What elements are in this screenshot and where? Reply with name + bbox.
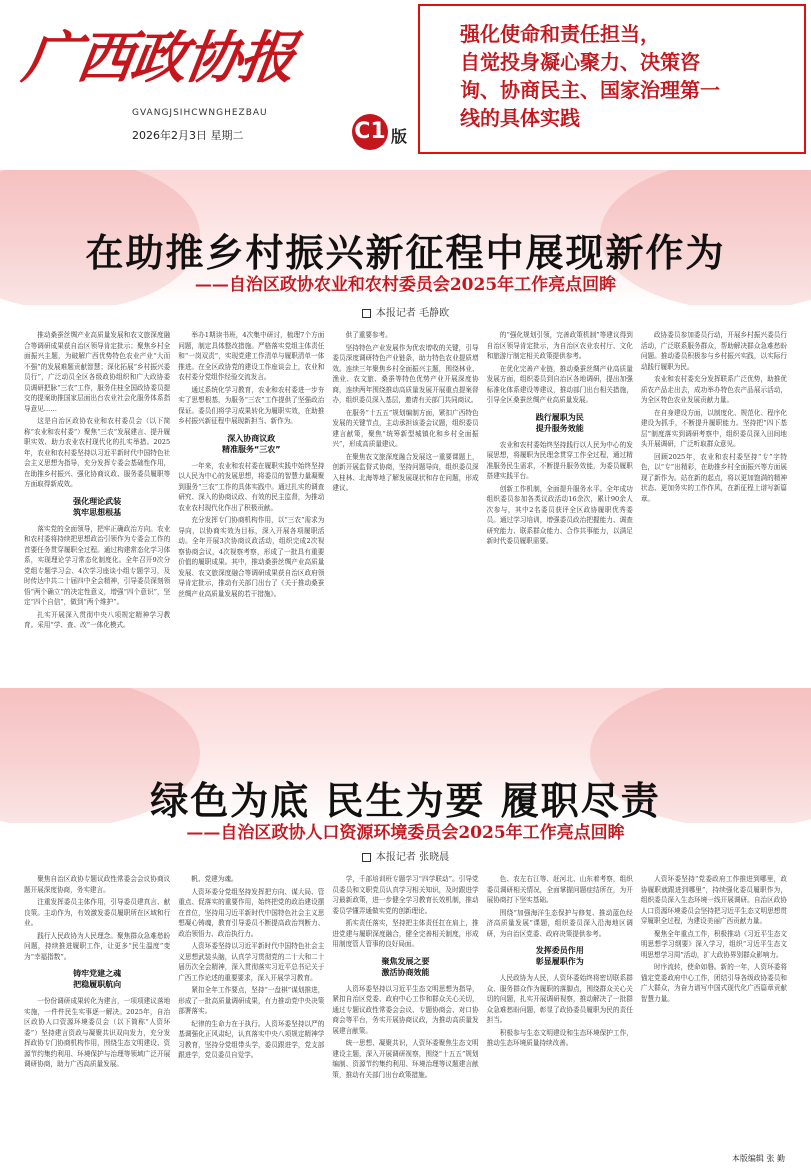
- paragraph: 农业和农村委始终坚持践行以人民为中心的发展思想，将履职为民理念贯穿工作全过程，通过精准服务民生需求，不断提升服务效能，为委员履职搭建实践平台。: [486, 440, 633, 480]
- article-column: [24, 874, 170, 1146]
- slogan-line: 强化使命和责任担当，: [460, 22, 660, 46]
- paragraph: 回顾2025年，农业和农村委坚持“专”字特色，以“专”出精彩，在助推乡村全面振兴等方面展现了新作为。站在新的起点，将以更加饱满的精神状态、更加务实的工作作风，在新征程上谱写新篇章。: [640, 452, 788, 503]
- paragraph: 这是自治区政协农业和农村委员会（以下简称“农业和农村委”）聚焦“三农”发展建言、提升履职实效、助力农业农村现代化的扎实举措。2025年，农业和农村委坚持以习近平新时代中国特色社会主义思想为指导，充分发挥专委会基础性作用，在助推乡村振兴、强化协商议政、服务委员履职等方面取得新成效。: [24, 417, 171, 488]
- paragraph: 在优化完善产业链，推动桑蚕丝绸产业高质量发展方面，组织委员到自治区各地调研，提出加强标准化体系建设等建议，推动部门出台相关措施，引导全区桑蚕丝绸产业高质量发展。: [486, 364, 633, 404]
- article1-byline: [0, 304, 811, 319]
- article-column: [332, 874, 478, 1146]
- paragraph: 聚焦自治区政协专题议政性常委会会议协商议题开展深度协商，务实建言。: [24, 875, 171, 894]
- slogan-box: [418, 4, 806, 154]
- byline-text: 本报记者 张晓晨: [375, 852, 450, 863]
- paragraph: 聚焦全年重点工作，积极推动《习近平生态文明思想学习纲要》深入学习，组织“习近平生态文明思想学习周”活动，扩大政协界别群众影响力。: [640, 929, 788, 959]
- paragraph: 在服务“十五五”规划编制方面，紧扣广西特色发展的关键节点，主动承担该委会议题，组织委员建言献策，聚焦“统筹新型城镇化和乡村全面振兴”，形成高质量建议。: [332, 408, 479, 448]
- slogan-line: 询、协商民主、国家治理第一: [460, 78, 720, 102]
- article2-byline: [0, 848, 811, 863]
- section-subtitle: 发挥委员作用 彰显履职作为: [535, 946, 584, 966]
- paragraph: 的“强化规划引领，完善政策机制”等建议得到自治区领导肯定批示，为自治区农业农村厅、文化和旅游厅制定相关政策提供参考。: [486, 331, 633, 360]
- article2-columns: [24, 874, 787, 1146]
- slogan-line: 线的具体实践: [460, 106, 580, 130]
- paragraph: 落实党的全面领导，把牢正确政治方向。农业和农村委将持续把思想政治引领作为专委会工作的首要任务贯穿履职全过程。通过构建常态化学习体系，实现理论学习常态化制度化。全年召开9次分党组专题学习会、4次学习座谈小组专题学习，及时传达中共二十届四中全会精神，引导委员深刻领悟“两个确立”的决定性意义，增强“四个意识”，坚定“四个自信”，做到“两个维护”。: [24, 524, 171, 606]
- article1-headline: 在助推乡村振兴新征程中展现新作为: [85, 231, 726, 275]
- byline-square-icon: [362, 309, 371, 318]
- paragraph: 人资环委坚持以习近平新时代中国特色社会主义思想武装头脑，认真学习贯彻党的二十大和二十届历次全会精神，深入贯彻落实习近平总书记关于广西工作论述的重要要求，深入开展学习教育。: [178, 942, 325, 982]
- edition-suffix: 版: [391, 127, 408, 146]
- edition-badge: C1: [352, 114, 388, 150]
- paragraph: 注重发挥委员主体作用，引导委员建真言、献良策。主动作为，有效激发委员履职所在区域和行业。: [24, 898, 171, 927]
- paragraph: 积极参与生态文明建设和生态环境保护工作，推动生态环境质量持续改善。: [486, 1028, 633, 1047]
- section-subtitle: 深入协商议政 精准服务“三农”: [222, 433, 281, 454]
- section-subtitle: 践行履职为民 提升服务效能: [535, 412, 584, 433]
- paragraph: 人资环委坚持以习近平生态文明思想为指导，紧扣自治区党委、政府中心工作和群众关心关切，通过专题议政性常委会会议、专题协商会、对口协商会等平台，务实开展协商议政，为推动高质量发展建言献策。: [332, 984, 479, 1035]
- section-subtitle: 聚焦发展之要 激活协商效能: [381, 956, 430, 977]
- paragraph: 人资环委分党组坚持发挥把方向、谋大局、管重点、促落实的重要作用，始终把党的政治建设摆在首位，坚持用习近平新时代中国特色社会主义思想凝心铸魂，教育引导委员不断提高政治判断力、政治领悟力、政治执行力。: [178, 887, 325, 938]
- paragraph: 举办1期读书班，4次集中研讨，梳理7个方面问题，制定具体整改措施。严格落实党组主体责任和“一岗双责”，实现党建工作清单与履职清单一体推进。在全区政协党的建设工作座谈会上，农业和农村委分党组作经验交流发言。: [178, 331, 325, 381]
- article1-subhead: ——自治区政协农业和农村委员会2025年工作亮点回眸: [194, 275, 617, 295]
- paragraph: 供了重要参考。: [345, 331, 392, 339]
- article2-headline: 绿色为底 民生为要 履职尽责: [150, 779, 661, 823]
- article1-columns: [24, 330, 787, 660]
- byline-text: 本报记者 毛静欧: [375, 308, 450, 319]
- byline-square-icon: [362, 853, 371, 862]
- paragraph: 一份份调研成果转化为建言，一项项建议落地实施，一件件民生实事逐一解决。2025年，自治区政协人口资源环境委员会（以下简称“人资环委”）坚持建言资政与凝聚共识双向发力，充分发挥政协专门协商机构作用，围绕生态文明建设、资源节约集约利用、环境保护与治理等领域广泛开展调研协商，助力广西高质量发展。: [24, 997, 171, 1068]
- paragraph: 农业和农村委充分发挥联系广泛优势，助推优质农产品走出去，成功举办特色农产品展示活动，为全区特色农业发展贡献力量。: [640, 375, 788, 404]
- paragraph: 创新工作机制，全面提升服务水平。全年成功组织委员参加各类议政活动16余次，累计90余人次参与，其中2名委员获评全区政协履职优秀委员。通过学习培训，增强委员政治把握能力、调查研究能力、联系群众能力、合作共事能力，以满足新时代委员履职需要。: [486, 484, 633, 545]
- issue-date: 2026年2月3日 星期二: [132, 129, 244, 142]
- section-subtitle: 强化理论武装 筑牢思想根基: [73, 496, 122, 517]
- article-column: [24, 330, 170, 660]
- article2-subhead: ——自治区政协人口资源环境委员会2025年工作亮点回眸: [186, 823, 625, 843]
- paragraph: 扎实开展深入贯彻中央八项规定精神学习教育。采用“学、查、改”一体化模式。: [24, 610, 171, 629]
- paragraph: 在聚焦农文旅深度融合发展这一重要课题上，创新开展监督式协商，坚持问题导向，组织委员深入桂林、北海等地了解发展现状和存在问题，形成建议。: [332, 452, 479, 492]
- newspaper-logo: 广西政协报: [18, 25, 299, 91]
- paragraph: 围绕“加强海洋生态保护与修复、推动蓝色经济高质量发展”课题，组织委员深入沿海地区调研，为自治区党委、政府决策提供参考。: [486, 908, 633, 938]
- article-column: [178, 874, 324, 1146]
- paragraph: 一年来，农业和农村委在履职实践中始终坚持以人民为中心的发展思想，将委员的智慧力量凝聚到服务“三农”工作的具体实践中。通过扎实的调查研究、深入的协商议政、有效的民主监督，为推动农业农村现代化作出了积极贡献。: [178, 461, 325, 512]
- paragraph: 学，千部培训班专题学习“四学联动”。引导党员委员和文职党员认真学习相关知识，及时跟进学习最新政策，进一步健全学习教育长效机制，推动委员学懂弄通做实党的创新理论。: [332, 875, 479, 915]
- slogan-line: 自觉投身凝心聚力、决策咨: [460, 50, 700, 74]
- paragraph: 时序流转，使命如磐。新的一年，人资环委将锚定党委政府中心工作，团结引导各级政协委员和广大群众，为奋力谱写中国式现代化广西篇章贡献智慧力量。: [640, 963, 788, 1003]
- paragraph: 践行人民政协为人民理念。聚焦群众急难愁盼问题，持续推进履职工作，让更多“民生温度”变为“幸福指数”。: [24, 931, 171, 961]
- paragraph: 人民政协为人民，人资环委始终将密切联系群众、服务群众作为履职的落脚点，围绕群众关心关切的问题，扎实开展调研视察，推动解决了一批群众急难愁盼问题，彰显了政协委员履职为民的责任担当。: [486, 974, 633, 1024]
- paragraph: 色、农左右江等、赶河北、山东着考察，组织委员调研相关情况，全面掌握问题症结所在，为开展协商打下坚实基础。: [486, 875, 633, 904]
- paragraph: 通过系统化学习教育，农业和农村委进一步夯实了思想根基，为服务“三农”工作提供了坚强政治保证。委员们将学习成果转化为履职实效，在助推乡村振兴新征程中展现新担当、新作为。: [178, 385, 325, 425]
- paragraph: 坚持特色产业发展作为优农增收的关键，引导委员深度调研特色产业链条，助力特色农业提质增效。连续三年聚焦乡村全面振兴主题，围绕林业、渔业、农文旅、桑蚕等特色优势产业开展深度协商，连续两年围绕推动高质量发展开展重点提案督办，组织委员深入基层，邀请有关部门共同商议。: [332, 343, 479, 404]
- article-column: [487, 874, 633, 1146]
- masthead: [0, 0, 811, 160]
- article-column: [332, 330, 478, 660]
- paragraph: 推动桑蚕丝绸产业高质量发展和农文旅深度融合等调研成果获自治区领导肯定批示；聚焦乡村全面振兴主题，为破解广西优势特色农业产业“大而不强”的发展难题贡献智慧；深化拓展“乡村振兴委员行”，广泛动员全区各级政协组织和广大政协委员调研把脉“三农”工作，服务住桂全国政协委员提交的提案助推国家层面出台农业社会化服务体系指导意见……: [24, 331, 171, 413]
- paragraph: 纪律的生命力在于执行。人资环委坚持以严的基调强化正风肃纪，认真落实中央八项规定精神学习教育，坚持分党组带头学，委员跟进学，党支部跟进学，党员委员自觉学。: [178, 1019, 325, 1059]
- article-column: [641, 874, 787, 1146]
- paragraph: 紧扣全年工作要点，坚持“一盘棋”谋划推进，形成了一批高质量调研成果，有力推动党中央决策部署落实。: [178, 986, 325, 1015]
- section-subtitle: 铸牢党建之魂 把稳履职航向: [73, 969, 122, 989]
- paragraph: 人资环委坚持“党委政府工作推进到哪里，政协履职就跟进到哪里”，持续强化委员履职作为，组织委员深入生态环境一线开展调研。自治区政协人口资源环境委员会坚持把习近平生态文明思想贯穿履职全过程，为建设美丽广西贡献力量。: [640, 875, 788, 925]
- logo-pinyin: GVANGJSIHCWNGHEZBAU: [132, 108, 268, 118]
- paragraph: 统一思想、凝聚共识，人资环委聚焦生态文明建设主题，深入开展调研视察，围绕“十五五”规划编制、资源节约集约利用、环境治理等议题建言献策，推动有关部门出台政策措施。: [332, 1039, 479, 1079]
- article-column: [641, 330, 787, 660]
- paragraph: 充分发挥专门协商机构作用，以“三农”需求为导向，以协商实效为目标，深入开展各项履职活动。全年开展3次协商议政活动，组织完成2次视察协商会议，4次视察考察，形成了一批具有重要价值的履职成果。其中，推动桑蚕丝绸产业高质量发展、农文旅深度融合等调研成果获自治区政府领导肯定批示，推动有关部门出台了《关于推动桑蚕丝绸产业高质量发展的若干措施》。: [178, 516, 325, 598]
- article-column: [487, 330, 633, 660]
- article-column: [178, 330, 324, 660]
- paragraph: 政协委员参加委员行动，开展乡村振兴委员行活动，广泛联系服务群众，帮助解决群众急难愁盼问题。推动委员积极参与乡村振兴实践，以实际行动践行履职为民。: [640, 331, 788, 371]
- paragraph: 抓实责任落实，坚持把主体责任扛在肩上，推进党建与履职深度融合，健全完善相关制度，形成用制度管人管事的良好局面。: [332, 919, 479, 948]
- paragraph: 在自身建设方面，以制度化、规范化、程序化建设为抓手，不断提升履职能力。坚持把“四下基层”制度落实到调研考察中，组织委员深入田间地头开展调研，广泛听取群众意见。: [640, 408, 788, 448]
- page-editor: 本版编辑 张 勤: [731, 1154, 785, 1163]
- paragraph: 帆、党建为魂。: [191, 875, 238, 883]
